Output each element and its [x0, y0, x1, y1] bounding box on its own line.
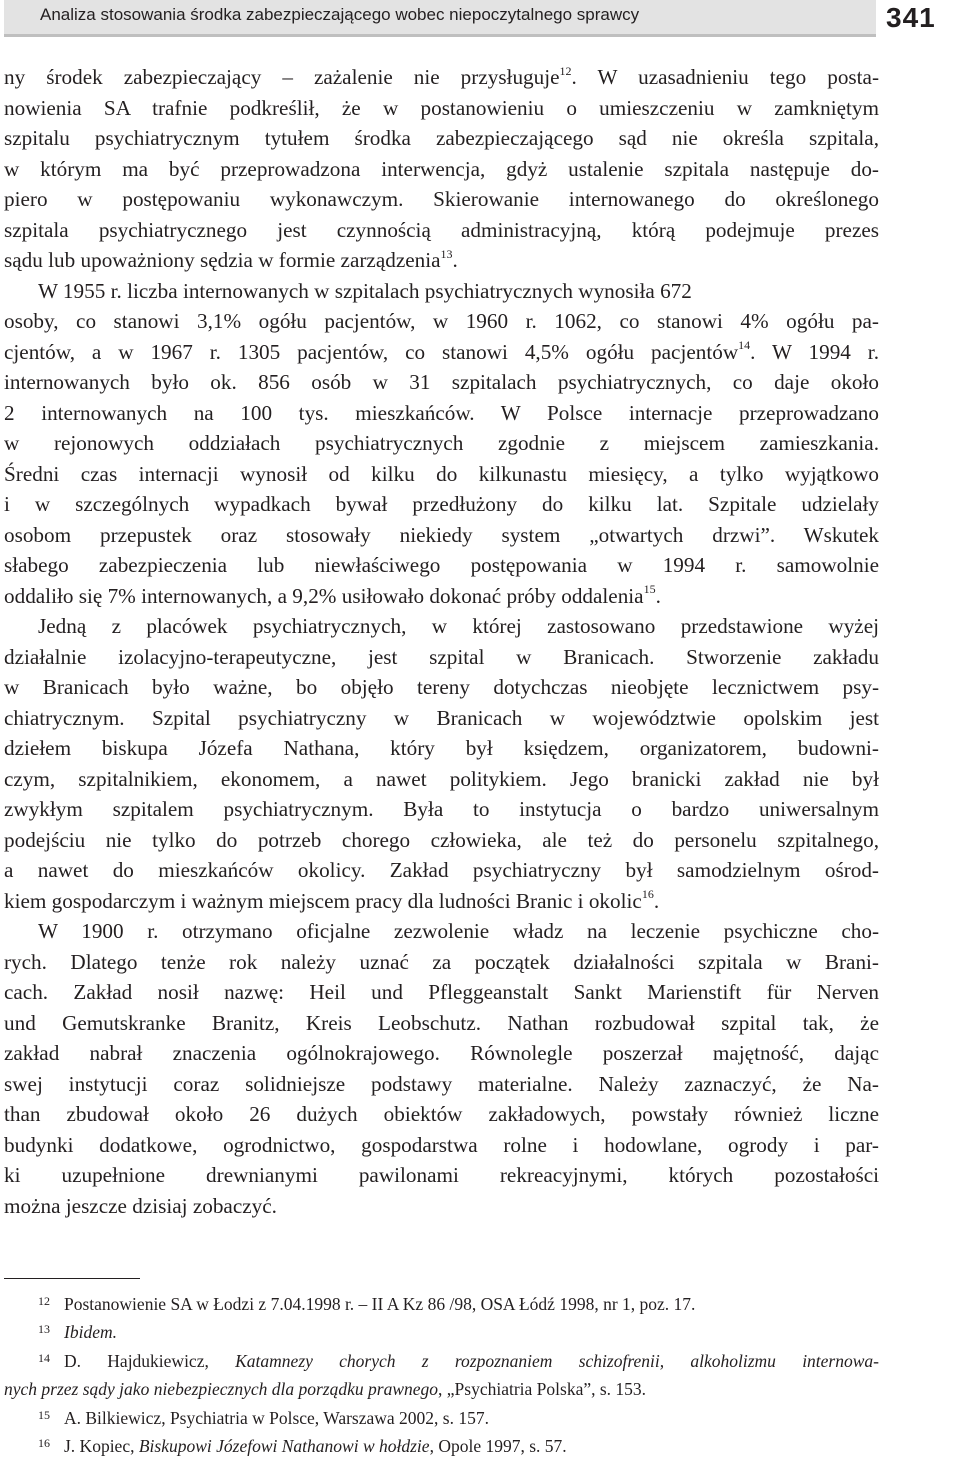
footnote-15: [4, 1404, 879, 1432]
footnote-author: D. Hajdukiewicz,: [64, 1350, 236, 1371]
line-text: czym, szpitalnikiem, ekonomem, a nawet politykiem. Jego branicki zakład nie był: [4, 766, 879, 791]
line-text: .: [653, 888, 660, 913]
text-line: [4, 1008, 879, 1039]
footnote-16: [4, 1432, 879, 1460]
line-text: Jedną z placówek psychiatrycznych, w której zastosowano przedstawione wyżej: [38, 614, 879, 638]
text-line: [4, 855, 879, 886]
text-line: [4, 459, 879, 490]
text-line: [4, 367, 879, 398]
footnote-13: [4, 1318, 879, 1346]
text-line: [4, 1191, 879, 1222]
text-line: [4, 215, 879, 246]
text-line: [4, 1038, 879, 1069]
text-line: [4, 245, 879, 276]
text-line: [4, 489, 879, 520]
footnote-reference: 15: [643, 582, 656, 597]
line-text: szpitalu psychiatrycznym tytułem środka zabezpieczającego sąd nie określa szpitala,: [4, 126, 879, 150]
text-line: [4, 550, 879, 581]
text-line: [4, 916, 879, 947]
footnote-number: 16: [38, 1435, 50, 1450]
text-line: [4, 947, 879, 978]
line-text: w którym ma być przeprowadzona interwencja, gdyż ustalenie szpitala następuje do-: [4, 156, 879, 181]
text-line: [4, 764, 879, 795]
header-bar: [4, 0, 876, 37]
line-text: zakład nabrał znaczenia ogólnokrajowego. Równolegle poszerzał majętność, dając: [4, 1041, 879, 1065]
running-title: Analiza stosowania środka zabezpieczającego wobec niepoczytalnego sprawcy: [40, 5, 640, 24]
text-line: [4, 154, 879, 185]
text-line: [4, 581, 879, 612]
line-text: . W 1994 r.: [750, 339, 879, 364]
text-line: [4, 184, 879, 215]
line-text: chiatrycznym. Szpital psychiatryczny w Branicach w województwie opolskim jest: [4, 705, 879, 730]
footnote-number: 15: [38, 1407, 50, 1422]
footnote-author: J. Kopiec,: [64, 1435, 139, 1456]
footnote-title: Biskupowi Józefowi Nathanowi w hołdzie: [138, 1435, 430, 1456]
footnote-number: 12: [38, 1294, 50, 1308]
line-text: 2 internowanych na 100 tys. mieszkańców. W Polsce internacje przeprowadzano: [4, 400, 879, 425]
text-line: [4, 825, 879, 856]
footnote-12: [4, 1290, 879, 1318]
footnote-text: Postanowienie SA w Łodzi z 7.04.1998 r. – II A Kz 86 /98, OSA Łódź 1998, nr 1, poz. 17.: [64, 1294, 696, 1314]
line-text: oddaliło się 7% internowanych, a 9,2% usiłowało dokonać próby oddalenia: [4, 583, 644, 608]
footnote-text: A. Bilkiewicz, Psychiatria w Polsce, Warszawa 2002, s. 157.: [64, 1407, 489, 1428]
text-line: [4, 1130, 879, 1161]
text-line: [4, 794, 879, 825]
line-text: szpitala psychiatrycznego jest czynnością administracyjną, którą podejmuje prezes: [4, 217, 879, 242]
text-line: [4, 703, 879, 734]
footnote-source: , „Psychiatria Polska”, s. 153.: [438, 1379, 647, 1400]
text-line: [4, 62, 879, 93]
line-text: W 1955 r. liczba internowanych w szpitalach psychiatrycznych wynosiła 672: [38, 278, 692, 303]
footnote-text: Ibidem.: [64, 1322, 117, 1343]
footnote-14-continued: [4, 1375, 879, 1403]
line-text: kiem gospodarczym i ważnym miejscem pracy dla ludności Branic i okolic: [4, 888, 642, 913]
text-line: [4, 672, 879, 703]
line-text: than zbudował około 26 dużych obiektów zakładowych, powstały również liczne: [4, 1102, 879, 1126]
footnote-reference: 13: [440, 246, 453, 261]
line-text: a nawet do mieszkańców okolicy. Zakład psychiatryczny był samodzielnym ośrod-: [4, 858, 879, 882]
text-line: [4, 1069, 879, 1100]
footnote-separator: [4, 1278, 140, 1279]
line-text: sądu lub upoważniony sędzia w formie zarządzenia: [4, 248, 441, 272]
text-line: [4, 276, 879, 307]
footnotes: [4, 1290, 879, 1460]
line-text: słabego zabezpieczenia lub niewłaściwego postępowania w 1994 r. samowolnie: [4, 553, 879, 577]
line-text: cjentów, a w 1967 r. 1305 pacjentów, co stanowi 4,5% ogółu pacjentów: [4, 339, 739, 364]
body-text: [4, 62, 879, 1221]
line-text: podejściu nie tylko do potrzeb chorego człowieka, ale też do personelu szpitalnego,: [4, 827, 879, 852]
text-line: [4, 977, 879, 1008]
text-line: [4, 611, 879, 642]
line-text: Średni czas internacji wynosił od kilku do kilkunastu miesięcy, a tylko wyjątkowo: [4, 461, 879, 486]
line-text: działalnie izolacyjno-terapeutyczne, jest szpital w Branicach. Stworzenie zakładu: [4, 644, 879, 669]
text-line: [4, 1160, 879, 1191]
footnote-title: Katamnezy chorych z rozpoznaniem schizofrenii, alkoholizmu internowa-: [235, 1350, 879, 1371]
line-text: swej instytucji coraz solidniejsze podstawy materialne. Należy zaznaczyć, że Na-: [4, 1071, 879, 1096]
footnote-reference: 16: [641, 887, 654, 902]
text-line: [4, 428, 879, 459]
text-line: [4, 93, 879, 124]
line-text: internowanych było ok. 856 osób w 31 szpitalach psychiatrycznych, co daje około: [4, 370, 879, 394]
line-text: . W uzasadnieniu tego posta-: [571, 65, 880, 89]
running-header: [0, 0, 960, 40]
footnote-source: , Opole 1997, s. 57.: [429, 1435, 567, 1456]
line-text: osobom przepustek oraz stosowały niekiedy system „otwartych drzwi”. Wskutek: [4, 522, 879, 547]
line-text: budynki dodatkowe, ogrodnictwo, gospodarstwa rolne i hodowlane, ogrody i par-: [4, 1132, 879, 1157]
line-text: W 1900 r. otrzymano oficjalne zezwolenie władz na leczenie psychiczne cho-: [38, 919, 879, 943]
page-number: 341: [886, 2, 936, 33]
text-line: [4, 337, 879, 368]
line-text: dziełem biskupa Józefa Nathana, który był księdzem, organizatorem, budowni-: [4, 736, 879, 760]
line-text: w Branicach było ważne, bo objęło tereny dotychczas nieobjęte lecznictwem psy-: [4, 675, 879, 699]
text-line: [4, 642, 879, 673]
line-text: i w szczególnych wypadkach bywał przedłużony do kilku lat. Szpitale udzielały: [4, 492, 879, 516]
line-text: nowienia SA trafnie podkreślił, że w postanowieniu o umieszczeniu w zamkniętym: [4, 95, 879, 120]
footnote-reference: 14: [738, 338, 751, 353]
line-text: .: [452, 248, 458, 272]
footnote-reference: 12: [559, 63, 572, 78]
footnote-title: nych przez sądy jako niebezpiecznych dla porządku prawnego: [4, 1379, 439, 1400]
text-line: [4, 520, 879, 551]
text-line: [4, 306, 879, 337]
line-text: można jeszcze dzisiaj zobaczyć.: [4, 1193, 277, 1218]
text-line: [4, 886, 879, 917]
text-line: [4, 1099, 879, 1130]
footnote-number: 14: [38, 1350, 50, 1365]
line-text: w rejonowych oddziałach psychiatrycznych zgodnie z miejscem zamieszkania.: [4, 431, 879, 455]
line-text: ny środek zabezpieczający – zażalenie nie przysługuje: [4, 65, 560, 89]
line-text: und Gemutskranke Branitz, Kreis Leobschutz. Nathan rozbudował szpital tak, że: [4, 1010, 879, 1035]
line-text: zwykłym szpitalem psychiatrycznym. Była to instytucja o bardzo uniwersalnym: [4, 797, 879, 821]
line-text: .: [655, 583, 661, 608]
line-text: osoby, co stanowi 3,1% ogółu pacjentów, w 1960 r. 1062, co stanowi 4% ogółu pa-: [4, 309, 879, 333]
line-text: ki uzupełnione drewnianymi pawilonami rekreacyjnymi, których pozostałości: [4, 1163, 879, 1187]
footnote-14: [4, 1347, 879, 1375]
line-text: cach. Zakład nosił nazwę: Heil und Pfleggeanstalt Sankt Marienstift für Nerven: [4, 980, 879, 1004]
footnote-number: 13: [38, 1322, 50, 1337]
line-text: rych. Dlatego tenże rok należy uznać za początek działalności szpitala w Brani-: [4, 949, 879, 974]
text-line: [4, 123, 879, 154]
text-line: [4, 398, 879, 429]
text-line: [4, 733, 879, 764]
line-text: piero w postępowaniu wykonawczym. Skierowanie internowanego do określonego: [4, 187, 879, 211]
